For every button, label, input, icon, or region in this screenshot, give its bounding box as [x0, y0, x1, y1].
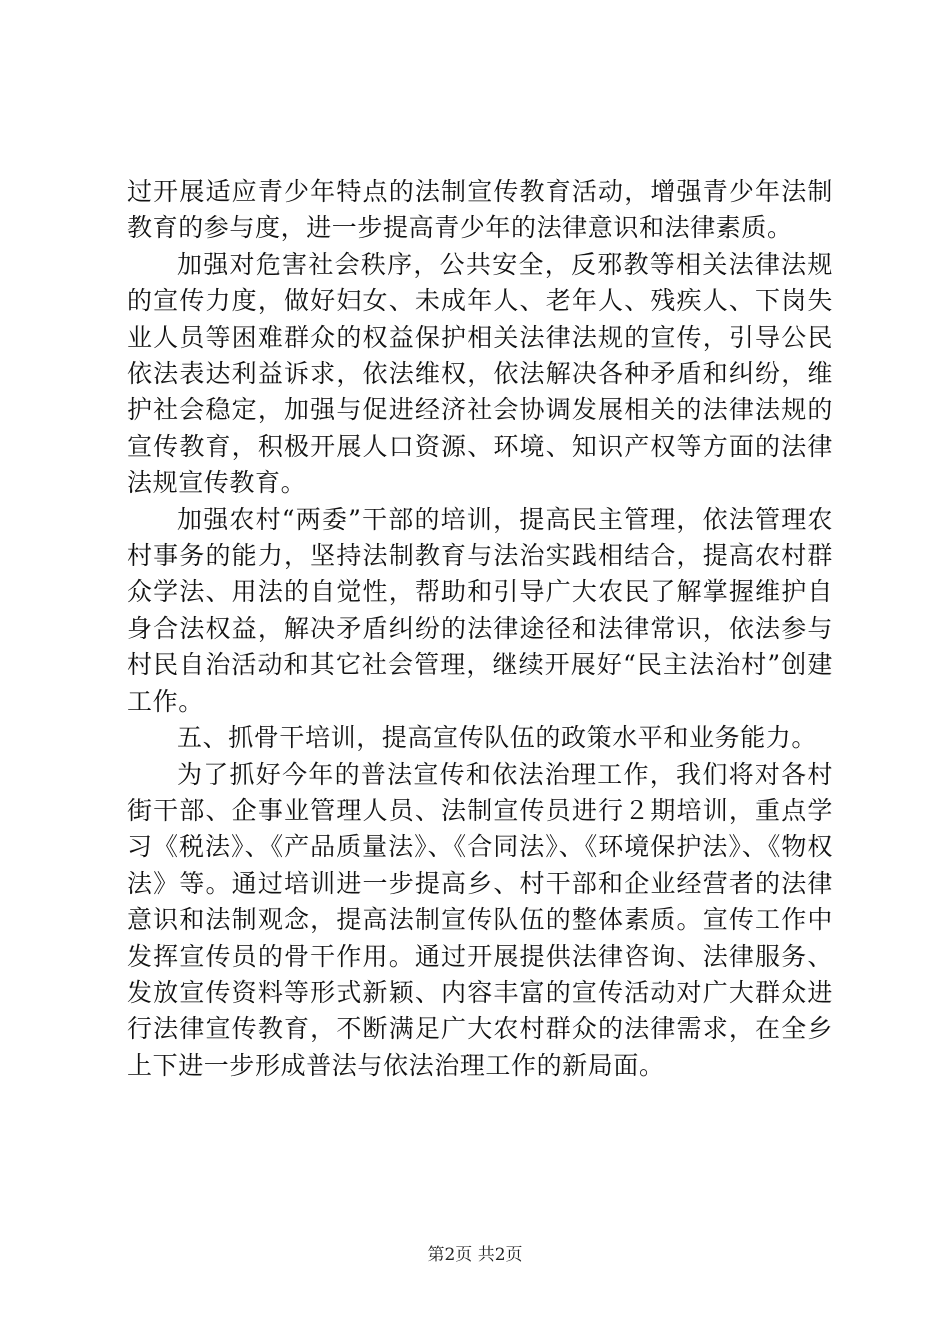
paragraph-continuation: 过开展适应青少年特点的法制宣传教育活动，增强青少年法制教育的参与度，进一步提高青少年的法律意识和法律素质。: [127, 177, 833, 243]
section-heading-backbone-training: 五、抓骨干培训，提高宣传队伍的政策水平和业务能力。: [177, 723, 818, 753]
paragraph-training-plan: 为了抓好今年的普法宣传和依法治理工作，我们将对各村街干部、企事业管理人员、法制宣传员进行２期培训，重点学习《税法》、《产品质量法》、《合同法》、《环境保护法》、《物权法》等。通过培训进一步提高乡、村干部和企业经营者的法律意识和法制观念，提高法制宣传队伍的整体素质。宣传工作中发挥宣传员的骨干作用。通过开展提供法律咨询、法律服务、发放宣传资料等形式新颖、内容丰富的宣传活动对广大群众进行法律宣传教育，不断满足广大农村群众的法律需求，在全乡上下进一步形成普法与依法治理工作的新局面。: [127, 759, 833, 1080]
paragraph-law-publicity: 加强对危害社会秩序，公共安全，反邪教等相关法律法规的宣传力度，做好妇女、未成年人、老年人、残疾人、下岗失业人员等困难群众的权益保护相关法律法规的宣传，引导公民依法表达利益诉求，依法维权，依法解决各种矛盾和纠纷，维护社会稳定，加强与促进经济社会协调发展相关的法律法规的宣传教育，积极开展人口资源、环境、知识产权等方面的法律法规宣传教育。: [127, 249, 833, 498]
document-body: [127, 174, 833, 1084]
page-number-footer: 第2页 共2页: [427, 1245, 523, 1265]
paragraph-village-cadre-training: 加强农村“两委”干部的培训，提高民主管理，依法管理农村事务的能力，坚持法制教育与法治实践相结合，提高农村群众学法、用法的自觉性，帮助和引导广大农民了解掌握维护自身合法权益，解决矛盾纠纷的法律途径和法律常识，依法参与村民自治活动和其它社会管理，继续开展好“民主法治村”创建工作。: [127, 504, 833, 716]
